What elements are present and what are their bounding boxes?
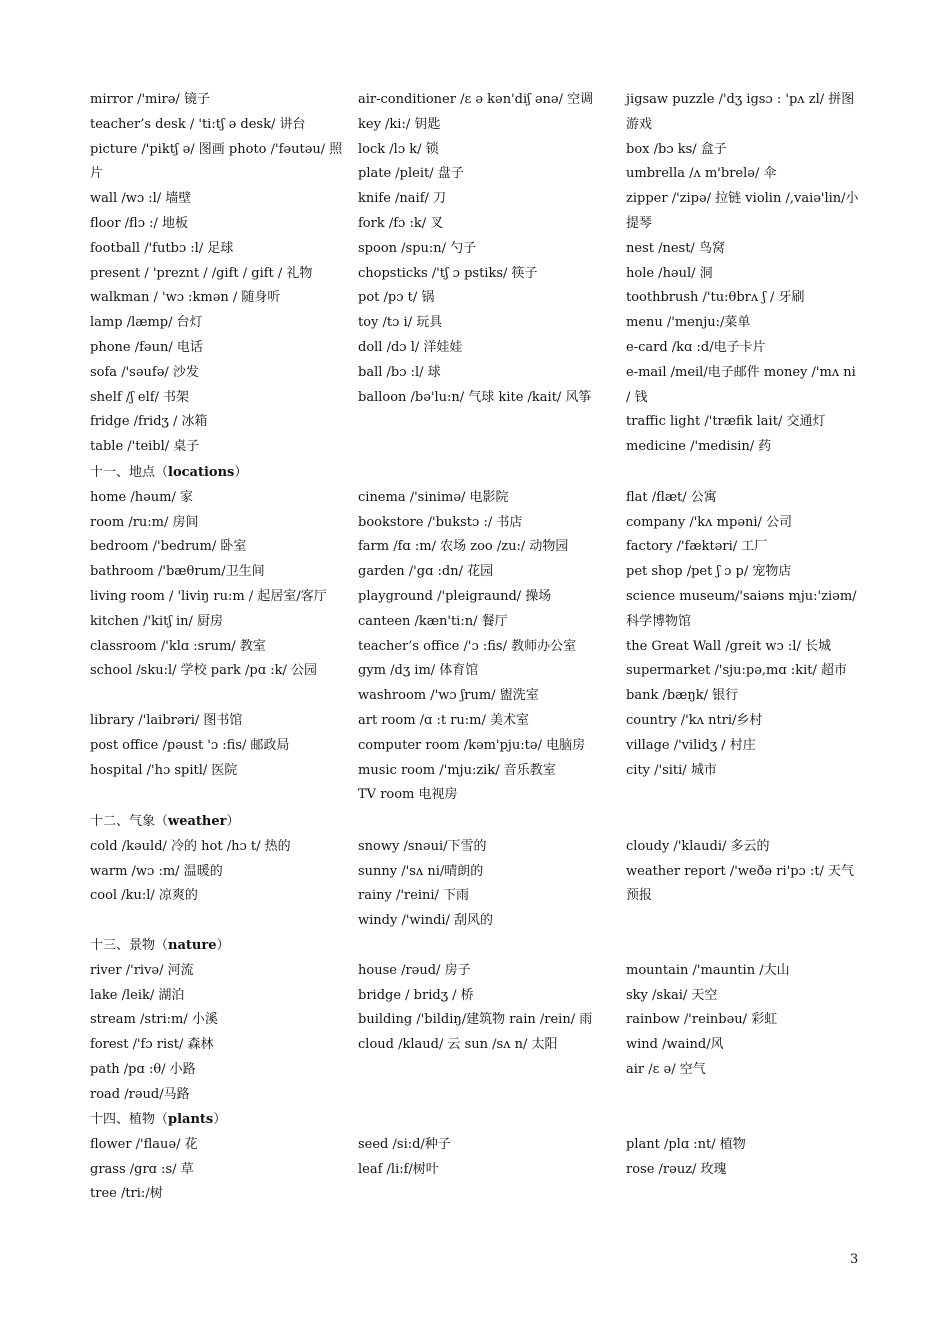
- vocab-entry: bookstore /'bukstɔ :/ 书店: [358, 514, 523, 530]
- vocab-entry: fridge /fridʒ / 冰箱: [90, 414, 208, 430]
- column-3: [626, 486, 860, 808]
- vocab-entry: weather report /'weðə ri'pɔ :t/ 天气预报: [626, 863, 855, 904]
- column-1: [90, 486, 358, 808]
- vocab-entry: canteen /kæn'ti:n/ 餐厅: [358, 613, 508, 629]
- heading-label: 十二、气象（: [90, 814, 169, 829]
- section-columns: [90, 486, 860, 808]
- section-columns: [90, 88, 860, 460]
- vocab-entry: school /sku:l/ 学校 park /pɑ :k/ 公园: [90, 663, 317, 679]
- vocab-entry: rainbow /'reinbəu/ 彩虹: [626, 1012, 778, 1028]
- column-1: [90, 88, 358, 460]
- vocab-entry: art room /ɑ :t ru:m/ 美术室: [358, 712, 530, 728]
- vocab-entry: computer room /kəm'pju:tə/ 电脑房: [358, 737, 586, 753]
- vocab-entry: menu /'menju:/菜单: [626, 315, 751, 331]
- section-plants: [90, 1108, 860, 1207]
- vocab-entry: library /'laibrəri/ 图书馆: [90, 712, 243, 728]
- vocab-entry: teacher’s office /'ɔ :fis/ 教师办公室: [358, 638, 577, 654]
- vocab-entry: living room / 'liviŋ ru:m / 起居室/客厅: [90, 588, 327, 604]
- vocab-entry: sofa /'səufə/ 沙发: [90, 364, 199, 380]
- vocab-entry: bathroom /'bæθrum/卫生间: [90, 564, 265, 580]
- vocab-entry: garden /'gɑ :dn/ 花园: [358, 564, 494, 580]
- vocab-entry: floor /flɔ :/ 地板: [90, 215, 189, 231]
- vocab-entry: snowy /snəui/下雪的: [358, 838, 487, 854]
- section-nature: [90, 934, 860, 1108]
- vocab-entry: village /'vilidʒ / 村庄: [626, 737, 756, 753]
- vocab-entry: washroom /'wɔ ʃrum/ 盥洗室: [358, 688, 539, 704]
- section-columns: [90, 835, 860, 934]
- heading-close: ）: [226, 814, 240, 829]
- vocab-entry: gym /dʒ im/ 体育馆: [358, 663, 479, 679]
- vocab-entry: building /'bildiŋ/建筑物 rain /rein/ 雨: [358, 1012, 593, 1028]
- vocab-entry: wind /waind/风: [626, 1037, 724, 1053]
- vocab-entry: shelf /ʃ elf/ 书架: [90, 389, 190, 405]
- vocab-entry: path /pɑ :θ/ 小路: [90, 1061, 196, 1077]
- heading-close: ）: [216, 938, 230, 953]
- vocab-entry: leaf /li:f/树叶: [358, 1161, 439, 1177]
- vocab-entry: pet shop /pet ʃ ɔ p/ 宠物店: [626, 564, 792, 580]
- vocab-entry: wall /wɔ :l/ 墙壁: [90, 191, 192, 207]
- section-heading: [90, 810, 860, 835]
- vocab-entry: grass /grɑ :s/ 草: [90, 1161, 194, 1177]
- vocab-entry: bedroom /'bedrum/ 卧室: [90, 539, 247, 555]
- vocab-entry: flat /flæt/ 公寓: [626, 489, 717, 505]
- vocab-entry: the Great Wall /greit wɔ :l/ 长城: [626, 638, 831, 654]
- vocab-entry: teacher’s desk / 'ti:tʃ ə desk/ 讲台: [90, 116, 306, 132]
- column-1: [90, 835, 358, 934]
- vocab-entry: playground /'pleigraund/ 操场: [358, 588, 552, 604]
- vocab-entry: sunny /'sʌ ni/晴朗的: [358, 863, 484, 879]
- column-2: [358, 486, 626, 808]
- vocab-entry: medicine /'medisin/ 药: [626, 439, 772, 455]
- vocab-entry: sky /skai/ 天空: [626, 987, 718, 1003]
- column-3: [626, 1133, 860, 1207]
- vocab-entry: hospital /'hɔ spitl/ 医院: [90, 762, 238, 778]
- heading-label: 十四、植物（: [90, 1112, 169, 1127]
- section-heading: [90, 1108, 860, 1133]
- vocab-entry: factory /'fæktəri/ 工厂: [626, 539, 768, 555]
- vocab-entry: farm /fɑ :m/ 农场 zoo /zu:/ 动物园: [358, 539, 569, 555]
- vocab-entry: plate /pleit/ 盘子: [358, 166, 464, 182]
- heading-english: nature: [168, 938, 217, 953]
- vocab-entry: jigsaw puzzle /'dʒ igsɔ : 'pʌ zl/ 拼图游戏: [626, 92, 855, 132]
- vocab-entry: seed /si:d/种子: [358, 1136, 451, 1152]
- vocab-entry: forest /'fɔ rist/ 森林: [90, 1037, 214, 1053]
- section-heading: [90, 934, 860, 959]
- vocab-entry: house /rəud/ 房子: [358, 962, 471, 978]
- vocab-entry: bank /bæŋk/ 银行: [626, 688, 739, 704]
- vocab-entry: cool /ku:l/ 凉爽的: [90, 888, 198, 904]
- vocab-entry: supermarket /'sju:pə,mɑ :kit/ 超市: [626, 663, 847, 679]
- vocab-entry: table /'teibl/ 桌子: [90, 439, 200, 455]
- vocab-entry: road /rəud/马路: [90, 1086, 190, 1102]
- vocab-entry: zipper /'zipə/ 拉链 violin /,vaiə'lin/小提琴: [626, 191, 859, 231]
- vocab-entry: classroom /'klɑ :srum/ 教室: [90, 638, 266, 654]
- vocab-entry: river /'rivə/ 河流: [90, 962, 194, 978]
- vocab-entry: stream /stri:m/ 小溪: [90, 1012, 218, 1028]
- section-objects: [90, 88, 860, 460]
- heading-close: ）: [234, 465, 248, 480]
- vocab-entry: TV room 电视房: [358, 787, 458, 803]
- vocab-entry: knife /naif/ 刀: [358, 191, 447, 207]
- column-1: [90, 1133, 358, 1207]
- vocab-entry: lock /lɔ k/ 锁: [358, 141, 439, 157]
- vocab-entry: air /ɛ ə/ 空气: [626, 1061, 706, 1077]
- vocab-entry: cloud /klaud/ 云 sun /sʌ n/ 太阳: [358, 1037, 558, 1053]
- vocab-entry: spoon /spu:n/ 勺子: [358, 240, 477, 256]
- vocab-entry: home /həum/ 家: [90, 489, 194, 505]
- vocab-entry: science museum/'saiəns mju:'ziəm/科学博物馆: [626, 588, 857, 629]
- vocab-entry: phone /fəun/ 电话: [90, 339, 203, 355]
- vocab-entry: hole /həul/ 洞: [626, 265, 713, 281]
- vocab-entry: balloon /bə'lu:n/ 气球 kite /kait/ 风筝: [358, 389, 592, 405]
- vocab-entry: rainy /'reini/ 下雨: [358, 888, 470, 904]
- vocab-entry: toy /tɔ i/ 玩具: [358, 315, 443, 331]
- page-number: 3: [850, 1252, 859, 1267]
- vocab-entry: warm /wɔ :m/ 温暖的: [90, 863, 223, 879]
- column-3: [626, 88, 860, 460]
- vocab-entry: city /'siti/ 城市: [626, 762, 717, 778]
- column-2: [358, 835, 626, 934]
- vocab-entry: doll /dɔ l/ 洋娃娃: [358, 339, 463, 355]
- vocab-entry: traffic light /'træfik lait/ 交通灯: [626, 414, 826, 430]
- heading-label: 十一、地点（: [90, 465, 169, 480]
- vocab-entry: mountain /'mauntin /大山: [626, 962, 790, 978]
- vocab-entry: football /'futbɔ :l/ 足球: [90, 240, 234, 256]
- vocab-entry: rose /rəuz/ 玫瑰: [626, 1161, 727, 1177]
- vocab-entry: lake /leik/ 湖泊: [90, 987, 185, 1003]
- column-2: [358, 959, 626, 1108]
- vocab-entry: air-conditioner /ɛ ə kən'diʃ ənə/ 空调: [358, 92, 594, 107]
- vocab-entry: tree /tri:/树: [90, 1186, 163, 1202]
- vocab-entry: room /ru:m/ 房间: [90, 514, 199, 530]
- heading-close: ）: [213, 1112, 227, 1127]
- vocab-entry: flower /'flauə/ 花: [90, 1136, 198, 1152]
- vocab-entry: box /bɔ ks/ 盒子: [626, 141, 727, 157]
- column-3: [626, 835, 860, 934]
- vocab-entry: bridge / bridʒ / 桥: [358, 987, 474, 1003]
- vocab-entry: e-mail /meil/电子邮件 money /'mʌ ni / 钱: [626, 364, 856, 405]
- vocab-entry: cold /kəuld/ 冷的 hot /hɔ t/ 热的: [90, 838, 291, 854]
- vocab-entry: lamp /læmp/ 台灯: [90, 315, 203, 331]
- vocab-entry: music room /'mju:zik/ 音乐教室: [358, 762, 556, 778]
- heading-label: 十三、景物（: [90, 938, 169, 953]
- vocab-entry: chopsticks /'tʃ ɔ pstiks/ 筷子: [358, 265, 538, 281]
- vocab-entry: post office /pəust 'ɔ :fis/ 邮政局: [90, 737, 290, 753]
- vocab-entry: present / 'preznt / /gift / gift / 礼物: [90, 265, 313, 281]
- column-1: [90, 959, 358, 1108]
- heading-english: locations: [168, 465, 235, 480]
- section-weather: [90, 810, 860, 934]
- heading-english: plants: [168, 1112, 214, 1127]
- vocab-entry: kitchen /'kitʃ in/ 厨房: [90, 613, 224, 629]
- vocab-entry: picture /'piktʃ ə/ 图画 photo /'fəutəu/ 照片: [90, 141, 343, 182]
- vocab-entry: ball /bɔ :l/ 球: [358, 364, 441, 380]
- section-locations: [90, 461, 860, 808]
- vocab-entry: toothbrush /'tu:θbrʌ ʃ / 牙刷: [626, 290, 805, 306]
- heading-english: weather: [168, 814, 227, 829]
- vocab-entry: cloudy /'klaudi/ 多云的: [626, 838, 770, 854]
- vocab-entry: company /'kʌ mpəni/ 公司: [626, 514, 793, 530]
- vocab-entry: e-card /kɑ :d/电子卡片: [626, 339, 766, 355]
- section-heading: [90, 461, 860, 486]
- vocab-entry: key /ki:/ 钥匙: [358, 116, 441, 132]
- column-3: [626, 959, 860, 1108]
- column-2: [358, 88, 626, 460]
- column-2: [358, 1133, 626, 1207]
- vocab-entry: umbrella /ʌ m'brelə/ 伞: [626, 166, 777, 182]
- vocab-entry: nest /nest/ 鸟窝: [626, 240, 725, 256]
- vocab-entry: windy /'windi/ 刮风的: [358, 913, 494, 929]
- section-columns: [90, 1133, 860, 1207]
- vocab-entry: cinema /'sinimə/ 电影院: [358, 489, 509, 505]
- vocab-entry: mirror /'mirə/ 镜子: [90, 92, 210, 107]
- vocab-entry: walkman / 'wɔ :kmən / 随身听: [90, 290, 281, 306]
- vocab-entry: country /'kʌ ntri/乡村: [626, 712, 763, 728]
- vocab-entry: fork /fɔ :k/ 叉: [358, 215, 444, 231]
- section-columns: [90, 959, 860, 1108]
- vocab-entry: pot /pɔ t/ 锅: [358, 290, 435, 306]
- vocab-entry: plant /plɑ :nt/ 植物: [626, 1136, 746, 1152]
